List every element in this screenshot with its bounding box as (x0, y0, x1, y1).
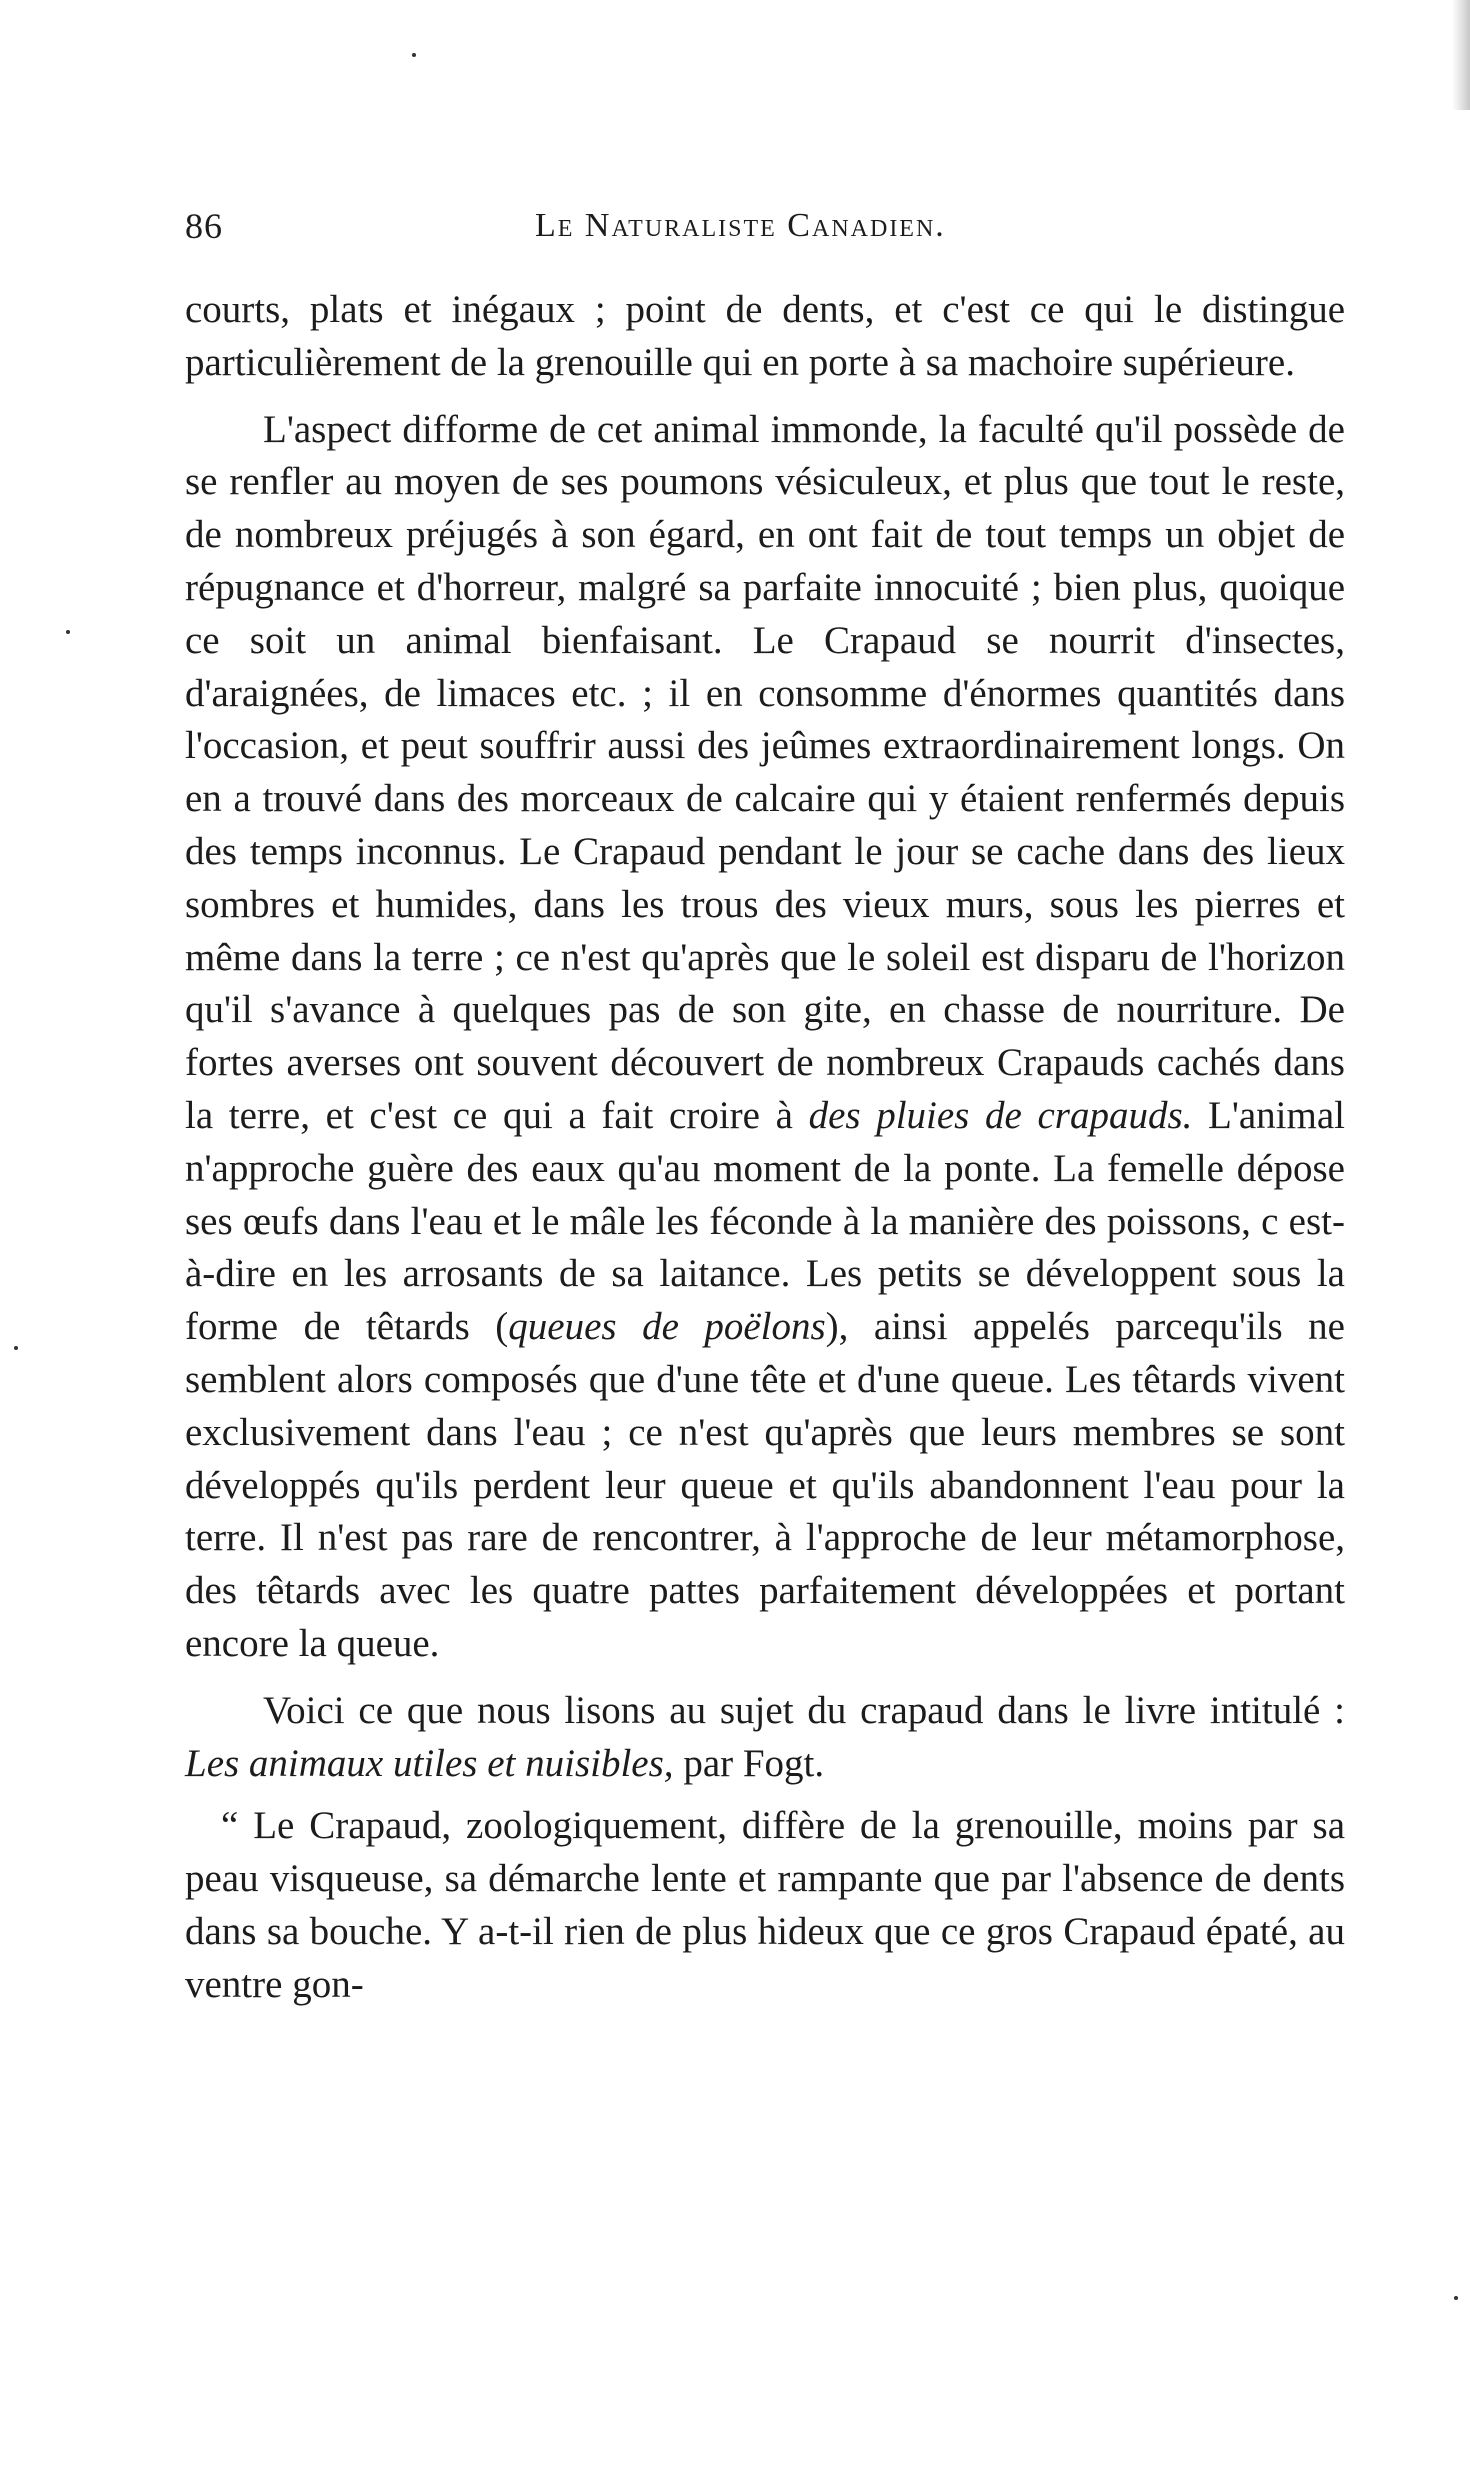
paragraph-continued: courts, plats et inégaux ; point de dents, et c'est ce qui le distingue particulièrement de la grenouille qui en porte à sa machoire supérieure. (185, 288, 1345, 384)
scan-edge-shadow (1452, 0, 1470, 110)
paragraph-quotation: “ Le Crapaud, zoologiquement, diffère de la grenouille, moins par sa peau visqueuse, sa démarche lente et rampante que par l'absence de dents dans sa bouche. Y a-t-il rien de plus hideux que ce gros Crapaud épaté, au ventre gon- (185, 1804, 1345, 2006)
italic-book-title: Les animaux utiles et nuisibles, (185, 1741, 674, 1785)
body-text (185, 284, 1345, 2012)
paragraph-book-reference (185, 1685, 1345, 1791)
scan-speck (1454, 2296, 1458, 2300)
italic-phrase-tadpoles: queues de poëlons (508, 1305, 826, 1349)
paragraph-text: Voici ce que nous lisons au sujet du crapaud dans le livre intitulé : (263, 1688, 1345, 1732)
paragraph-text: L'aspect difforme de cet animal immonde, la faculté qu'il possède de se renfler au moyen de ses poumons vésiculeux, et plus que tout le reste, de nombreux préjugés à son égard, en ont fait de tout temps un objet de répugnance et d'horreur, malgré sa parfaite innocuité ; bien plus, quoique ce soit un animal bienfaisant. Le Crapaud se nourrit d'insectes, d'araignées, de limaces etc. ; il en consomme d'énormes quantités dans l'occasion, et peut souffrir aussi des jeûmes extraordinairement longs. On en a trouvé dans des morceaux de calcaire qui y étaient renfermés depuis des temps inconnus. Le Crapaud pendant le jour se cache dans des lieux sombres et humides, dans les trous des vieux murs, sous les pierres et même dans la terre ; ce n'est qu'après que le soleil est disparu de l'horizon qu'il s'avance à quelques pas de son gite, en chasse de nourriture. De fortes averses ont souvent découvert de nombreux Crapauds cachés dans la terre, et c'est ce qui a fait croire à (185, 407, 1345, 1137)
running-title: Le Naturaliste Canadien. (535, 207, 946, 244)
scan-speck (66, 630, 70, 634)
scan-speck (14, 1346, 18, 1350)
paragraph-text: ), ainsi appelés parcequ'ils ne semblent alors composés que d'une tête et d'une queue. Les têtards vivent exclusivement dans l'eau ; ce n'est qu'après que leurs membres se sont développés qu'ils perdent leur queue et qu'ils abandonnent l'eau pour la terre. Il n'est pas rare de rencontrer, à l'approche de leur métamorphose, des têtards avec les quatre pattes parfaitement développées et portant encore la queue. (185, 1305, 1345, 1665)
italic-phrase-rain-of-toads: des pluies de crapauds. (808, 1093, 1193, 1137)
paragraph-toad-description (185, 404, 1345, 1671)
scan-speck (412, 53, 416, 57)
paragraph-text: L'animal n'approche guère des eaux qu'au moment de la ponte. La femelle dépose ses œufs dans l'eau et le mâle les féconde à la manière des poissons, c est-à-dire en les arrosants de sa laitance. Les petits se développent sous la forme de têtards ( (185, 1093, 1345, 1349)
page-number: 86 (185, 206, 223, 246)
paragraph-text: par Fogt. (673, 1741, 825, 1785)
page-header (185, 205, 1345, 265)
